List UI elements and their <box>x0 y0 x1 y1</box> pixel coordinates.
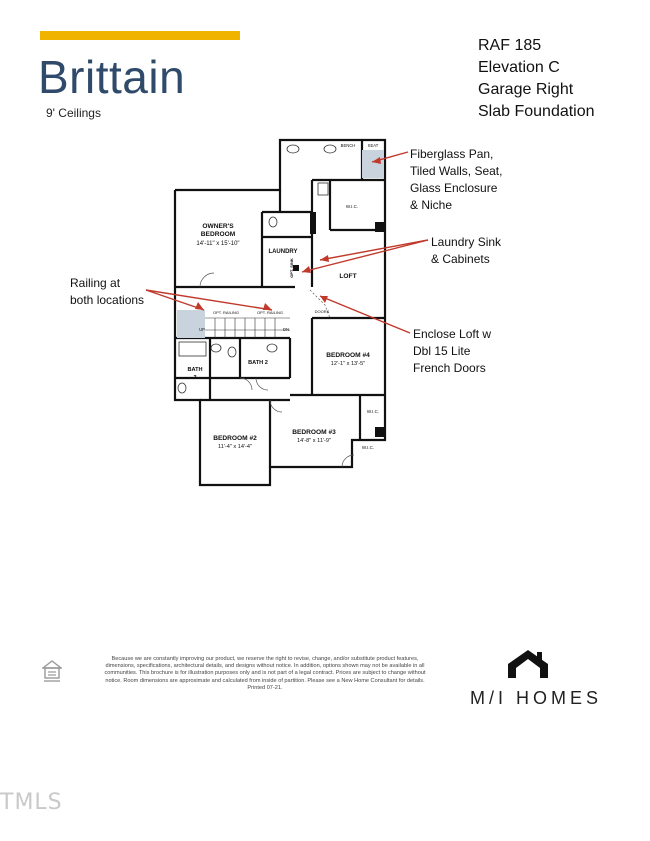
toilet-fixture <box>178 383 186 393</box>
callout-shower-line: Glass Enclosure <box>410 181 498 195</box>
mi-homes-house-icon <box>506 648 550 678</box>
callout-shower-line: Fiberglass Pan, <box>410 147 494 161</box>
fixture-label: OPT. SINK <box>289 258 294 278</box>
callout-arrowhead <box>320 255 329 262</box>
room-name: OWNER'S <box>202 223 234 230</box>
spec-foundation: Slab Foundation <box>478 103 595 120</box>
callout-shower-line: Tiled Walls, Seat, <box>410 164 503 178</box>
room-name: BATH <box>187 367 203 373</box>
wall-post <box>375 427 385 437</box>
callout-laundry-line: Laundry Sink <box>431 235 502 249</box>
legal-disclaimer: Because we are constantly improving our product, we reserve the right to revise, change, and/or substitute product features, dimensions, specifications, architectural details, and designs without notice. In addition, options shown may not be available in all communities. This brochure is for illustration purposes only and is not part of a legal contract. Prices are subject to change without notice. Room dimensions are approximate and calculated from inside of partition. Please see a New Home Consultant for details. Printed 07-21. <box>104 656 426 691</box>
callout-loft-line: Enclose Loft w <box>413 327 492 341</box>
shower-shading <box>362 150 384 178</box>
ceiling-height: 9' Ceilings <box>46 106 101 120</box>
room-size: 11'-4" x 14'-4" <box>218 444 252 450</box>
callout-loft-line: French Doors <box>413 361 486 375</box>
room-name: 3 <box>193 375 197 381</box>
room-name: LOFT <box>339 273 357 280</box>
callout-arrowhead <box>302 266 311 273</box>
plan-title: Brittain <box>38 51 186 103</box>
fixture-label: BENCH <box>340 143 356 148</box>
brand-name: M/I HOMES <box>470 688 603 708</box>
callout-arrow <box>302 240 428 272</box>
door-swing <box>200 273 214 287</box>
room-size: 14'-8" x 11'-9" <box>297 438 331 444</box>
toilet-fixture <box>269 217 277 227</box>
callout-railing-line: both locations <box>70 293 145 307</box>
tub-fixture <box>318 183 328 195</box>
room-size: 14'-11" x 15'-10" <box>196 241 240 247</box>
callout-shower-line: & Niche <box>410 198 453 212</box>
stair-label: UP <box>199 327 205 332</box>
door-swing <box>240 378 252 390</box>
callout-arrowhead <box>263 303 272 310</box>
callout-arrow <box>320 296 410 333</box>
sink-fixture <box>287 145 299 153</box>
room-name: BEDROOM #2 <box>213 435 257 442</box>
callout-arrow <box>146 290 272 310</box>
equal-housing-icon <box>42 660 62 684</box>
room-name: BATH 2 <box>248 360 268 366</box>
room-name: LAUNDRY <box>268 249 298 255</box>
room-name: W.I.C. <box>345 204 359 209</box>
room-name: W.I.C. <box>361 445 375 450</box>
room-name: BEDROOM #3 <box>292 429 336 436</box>
tub-fixture <box>179 342 206 356</box>
spec-elevation: Elevation C <box>478 59 560 76</box>
door-swing <box>256 378 268 390</box>
stair-shading <box>177 310 205 338</box>
callout-loft-line: Dbl 15 Lite <box>413 344 471 358</box>
spec-raf: RAF 185 <box>478 37 542 54</box>
room-name: BEDROOM #4 <box>326 352 370 359</box>
wall-post <box>310 212 316 234</box>
room-name: W.I.C. <box>366 409 380 414</box>
callout-arrowhead <box>195 302 204 310</box>
room-name: BEDROOM <box>200 231 236 238</box>
sink-fixture <box>324 145 336 153</box>
stair-label: DN <box>282 327 290 332</box>
railing-label: OPT. RAILING <box>212 310 240 315</box>
toilet-fixture <box>228 347 236 357</box>
callout-arrow <box>320 240 428 260</box>
railing-label: OPT. RAILING <box>256 310 284 315</box>
wall-post <box>375 222 385 232</box>
spec-garage: Garage Right <box>478 81 574 98</box>
sink-fixture <box>211 344 221 352</box>
mls-watermark: TMLS <box>0 790 63 815</box>
fixture-label: SEAT <box>367 143 379 148</box>
callout-laundry-line: & Cabinets <box>431 252 490 266</box>
room-size: 12'-1" x 13'-5" <box>330 361 366 367</box>
callout-railing-line: Railing at <box>70 276 121 290</box>
door-label: DOORS <box>314 309 330 314</box>
sink-fixture <box>267 344 277 352</box>
door-swing <box>270 400 282 412</box>
